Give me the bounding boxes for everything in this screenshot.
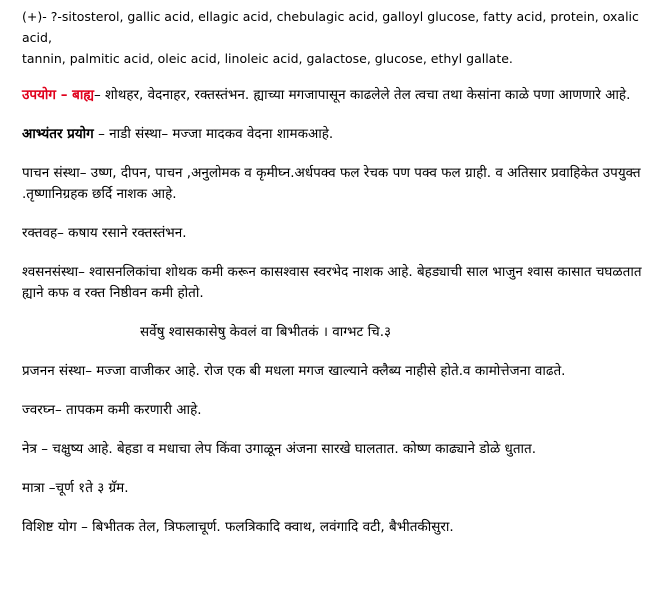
- shloka-quote: सर्वेषु श्वासकासेषु केवलं वा बिभीतकं । वाग्भट चि.३: [140, 324, 392, 340]
- upayog-text: – शोथहर, वेदनाहर, रक्तस्तंभन. ह्याच्या मगजापासून काढलेले तेल त्वचा तथा केसांना काळे पणा आणणारे आहे.: [93, 87, 631, 103]
- abhyantar-paragraph: [22, 124, 662, 145]
- prajanan-paragraph: प्रजनन संस्था– मज्जा वाजीकर आहे. रोज एक बी मधला मगज खाल्याने क्लैब्य नाहीसे होते.व कामोत्तेजना वाढते.: [22, 363, 566, 379]
- chemical-constituents: [22, 6, 662, 69]
- pachan-paragraph: पाचन संस्था– उष्ण, दीपन, पाचन ,अनुलोमक व कृमीघ्न.अर्धपक्व फल रेचक पण पक्व फल ग्राही. व अतिसार प्रवाहिकेत उपयुक्त .तृष्णानिग्रहक छर्दि नाशक आहे.: [22, 165, 641, 202]
- document-body: [22, 6, 662, 556]
- matra-paragraph: मात्रा –चूर्ण १ते ३ ग्रॅम.: [22, 480, 129, 496]
- raktavaha-paragraph: रक्तवह– कषाय रसाने रक्तस्तंभन.: [22, 225, 187, 241]
- vishisht-yog-paragraph: विशिष्ट योग – बिभीतक तेल, त्रिफलाचूर्ण. फलत्रिकादि क्वाथ, लवंगादि वटी, बैभीतकीसुरा.: [22, 519, 454, 535]
- upayog-heading: उपयोग – बाह्य: [22, 87, 94, 103]
- abhyantar-text: – नाडी संस्था– मज्जा मादकव वेदना शामकआहे.: [93, 126, 334, 142]
- abhyantar-heading: आभ्यंतर प्रयोग: [22, 126, 94, 142]
- chemical-constituents-line-1: (+)- ?-sitosterol, gallic acid, ellagic acid, chebulagic acid, galloyl glucose, fatty acid, protein, oxalic acid,: [22, 9, 639, 45]
- jvaraghna-paragraph: ज्वरघ्न– तापकम कमी करणारी आहे.: [22, 402, 202, 418]
- upayog-paragraph: [22, 85, 662, 106]
- netra-paragraph: नेत्र – चक्षुष्य आहे. बेहडा व मधाचा लेप किंवा उगाळून अंजना सारखे घालतात. कोष्ण काढ्याने डोळे धुतात.: [22, 441, 537, 457]
- chemical-constituents-line-2: tannin, palmitic acid, oleic acid, linoleic acid, galactose, glucose, ethyl gallate.: [22, 51, 513, 66]
- shvasan-paragraph: श्वसनसंस्था– श्वासनलिकांचा शोथक कमी करून कासश्वास स्वरभेद नाशक आहे. बेहड्याची साल भाजुन श्वास कासात चघळतात ह्याने कफ व रक्त निष्ठीवन कमी होतो.: [22, 264, 642, 301]
